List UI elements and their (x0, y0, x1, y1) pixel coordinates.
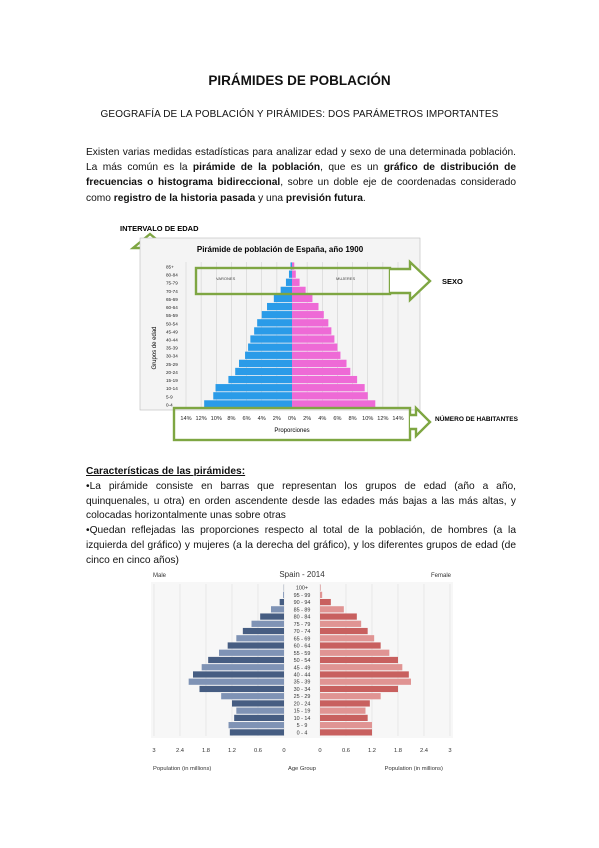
age-label: 30-34 (166, 353, 178, 359)
pyramid-2014-figure (147, 566, 457, 776)
x-tick-label: 4% (318, 416, 327, 422)
bar-varones (213, 392, 292, 399)
age-label: 65 - 69 (293, 636, 311, 643)
bar-male (230, 729, 284, 735)
age-label: 50-54 (166, 321, 178, 327)
age-label: 10 - 14 (293, 715, 311, 722)
x-tick-label: 14% (392, 416, 404, 422)
pyramid-2014-center-label: Age Group (287, 766, 317, 772)
bar-varones (228, 376, 292, 383)
x-tick-label-left: 2.4 (175, 748, 185, 754)
x-tick-label: 0% (287, 416, 297, 422)
annotation-count: NÚMERO DE HABITANTES (435, 416, 518, 423)
age-label: 0-4 (166, 402, 173, 408)
x-tick-label: 14% (180, 416, 192, 422)
bar-male (252, 621, 285, 627)
bar-mujeres (292, 400, 375, 407)
bar-male (228, 642, 284, 648)
age-label: 70 - 74 (293, 629, 311, 636)
age-label: 30 - 34 (293, 686, 311, 693)
intro-text-1: Existen varias medidas estadísticas para analizar edad y sexo de una determinada población. La más común es la (86, 147, 516, 174)
bar-female (320, 664, 402, 670)
age-label: 25-29 (166, 361, 178, 367)
age-label: 85 - 89 (293, 607, 311, 614)
bar-male (234, 715, 284, 721)
age-label: 70-74 (166, 288, 178, 294)
bar-female (320, 650, 389, 656)
pyramid-1900-ylabel: Grupos de edad (152, 326, 158, 370)
bar-varones (248, 344, 292, 351)
age-label: 45 - 49 (293, 665, 311, 672)
count-arrow-shape (410, 408, 430, 436)
age-label: 80-84 (166, 272, 178, 278)
age-label: 25 - 29 (293, 694, 311, 701)
x-tick-label-right: 1.8 (393, 748, 403, 754)
bar-female (320, 671, 409, 677)
bar-varones (274, 295, 292, 302)
bar-varones (204, 400, 292, 407)
age-label: 50 - 54 (293, 658, 311, 665)
age-label: 35 - 39 (293, 679, 311, 686)
age-label: 10-14 (166, 386, 178, 392)
x-tick-label: 6% (333, 416, 342, 422)
bar-male (280, 599, 284, 605)
bar-female (320, 599, 331, 605)
bar-female (320, 621, 361, 627)
age-label: 40 - 44 (293, 672, 311, 679)
bar-mujeres (292, 376, 357, 383)
x-tick-label: 12% (195, 416, 207, 422)
bar-varones (239, 360, 292, 367)
bar-male (229, 722, 284, 728)
bar-male (189, 679, 284, 685)
x-tick-label: 4% (257, 416, 266, 422)
x-tick-label: 8% (348, 416, 357, 422)
annotation-age-interval: INTERVALO DE EDAD (120, 224, 199, 233)
bar-varones (262, 311, 292, 318)
age-label: 15-19 (166, 378, 178, 384)
bar-male (202, 664, 284, 670)
x-tick-label-right: 2.4 (419, 748, 429, 754)
x-tick-label: 10% (362, 416, 374, 422)
bar-mujeres (292, 344, 337, 351)
bar-varones (235, 368, 292, 375)
bar-mujeres (292, 384, 365, 391)
bar-male (236, 708, 284, 714)
x-tick-label-left: 1.2 (227, 748, 237, 754)
age-label: 95 - 99 (293, 592, 311, 599)
bar-female (320, 693, 381, 699)
x-tick-label-left: 3 (152, 748, 156, 754)
x-tick-label-left: 0 (282, 748, 286, 754)
legend-varones: VARONES (216, 276, 236, 281)
intro-bold-1: pirámide de la población (192, 162, 321, 174)
bar-varones (216, 384, 292, 391)
age-label: 100+ (295, 585, 309, 592)
age-label: 5 - 9 (296, 723, 308, 730)
age-label: 85+ (166, 264, 174, 270)
bar-varones (250, 335, 292, 342)
bar-varones (286, 279, 292, 286)
pyramid-1900-title: Pirámide de población de España, año 1900 (196, 245, 364, 254)
bar-varones (245, 352, 292, 359)
bar-male (260, 613, 284, 619)
intro-paragraph (86, 145, 516, 206)
pyramid-2014-age-labels (294, 586, 311, 737)
bar-male (236, 635, 284, 641)
x-tick-label-left: 1.8 (201, 748, 211, 754)
x-tick-label-right: 3 (448, 748, 452, 754)
bar-male (283, 592, 284, 598)
bar-female (320, 729, 372, 735)
pyramid-2014-title: Spain - 2014 (279, 570, 325, 579)
bar-female (320, 679, 411, 685)
bar-male (193, 671, 284, 677)
bar-mujeres (292, 335, 334, 342)
bar-mujeres (292, 319, 328, 326)
age-label: 20-24 (166, 369, 178, 375)
characteristics-heading: Características de las pirámides: (86, 466, 246, 477)
bar-varones (289, 271, 292, 278)
pyramid-1900-figure (110, 218, 518, 442)
x-tick-label: 6% (242, 416, 251, 422)
intro-bold-4: previsión futura (285, 192, 363, 204)
bar-female (320, 613, 357, 619)
bar-varones (267, 303, 292, 310)
age-label: 75 - 79 (293, 621, 311, 628)
bar-mujeres (292, 271, 296, 278)
bar-mujeres (292, 392, 368, 399)
bar-mujeres (292, 327, 331, 334)
x-tick-label: 2% (272, 416, 281, 422)
bar-mujeres (292, 295, 312, 302)
x-tick-label: 12% (377, 416, 389, 422)
age-label: 60 - 64 (293, 643, 311, 650)
bar-mujeres (292, 311, 324, 318)
bar-female (320, 686, 398, 692)
bar-female (320, 635, 374, 641)
bar-female (320, 722, 372, 728)
age-label: 35-39 (166, 345, 178, 351)
bar-female (320, 715, 368, 721)
bar-mujeres (292, 352, 340, 359)
intro-bold-3: registro de la historia pasada (113, 192, 256, 204)
pyramid-1900-xlabel: Proporciones (274, 428, 310, 434)
page-title: PIRÁMIDES DE POBLACIÓN (208, 73, 391, 88)
intro-text-5: . (362, 192, 366, 204)
pyramid-2014-left-axis-label: Population (in millions) (153, 766, 212, 772)
bar-female (320, 628, 368, 634)
bar-male (200, 686, 285, 692)
bar-male (232, 700, 284, 706)
pyramid-1900-x-ticks (180, 416, 403, 422)
age-label: 90 - 94 (293, 600, 311, 607)
age-label: 45-49 (166, 329, 178, 335)
bar-female (320, 700, 370, 706)
characteristics-item-2: •Quedan reflejadas las proporciones respecto al total de la población, de hombres (a la izquierda del gráfico) y mujeres (a la derecha del gráfico), y los diferentes grupos de edad (de cinco en cinco años) (86, 525, 516, 566)
intro-text-2: , que es un (320, 162, 384, 174)
bar-female (320, 708, 366, 714)
bar-female (320, 657, 398, 663)
age-label: 0 - 4 (296, 730, 308, 737)
annotation-sex: SEXO (442, 277, 463, 286)
age-label: 65-69 (166, 296, 178, 302)
age-label: 15 - 19 (293, 708, 311, 715)
bar-male (219, 650, 284, 656)
age-label: 40-44 (166, 337, 178, 343)
bar-female (320, 606, 344, 612)
intro-text-3: , sobre un doble eje de coordenadas considerado como (86, 177, 516, 204)
age-label: 55-59 (166, 313, 178, 319)
bar-mujeres (292, 303, 319, 310)
bar-varones (257, 319, 292, 326)
pyramid-2014-right-axis-label: Population (in millions) (384, 766, 443, 772)
x-tick-label: 2% (303, 416, 312, 422)
age-label: 20 - 24 (293, 701, 311, 708)
age-label: 5-9 (166, 394, 173, 400)
bar-male (271, 606, 284, 612)
bar-varones (254, 327, 292, 334)
characteristics-section (86, 465, 516, 569)
bar-female (320, 592, 322, 598)
bar-female (320, 642, 381, 648)
page-subtitle: GEOGRAFÍA DE LA POBLACIÓN Y PIRÁMIDES: DOS PARÁMETROS IMPORTANTES (100, 109, 499, 120)
bar-mujeres (292, 368, 350, 375)
age-label: 60-64 (166, 305, 178, 311)
x-tick-label-left: 0.6 (253, 748, 263, 754)
pyramid-1900-axis-box (174, 408, 410, 440)
bar-mujeres (292, 279, 300, 286)
intro-text-4: y una (255, 192, 286, 204)
bar-male (243, 628, 284, 634)
age-label: 75-79 (166, 280, 178, 286)
x-tick-label-right: 0.6 (341, 748, 351, 754)
x-tick-label: 8% (227, 416, 236, 422)
legend-male: Male (153, 573, 167, 579)
age-label: 55 - 59 (293, 650, 311, 657)
bar-male (221, 693, 284, 699)
x-tick-label-right: 1.2 (367, 748, 377, 754)
x-tick-label: 10% (210, 416, 222, 422)
legend-mujeres: MUJERES (336, 276, 356, 281)
bar-mujeres (292, 360, 347, 367)
bar-male (208, 657, 284, 663)
intro-bold-2: gráfico de distribución de frecuencias o histograma bidireccional (86, 162, 516, 189)
characteristics-item-1: •La pirámide consiste en barras que representan los grupos de edad (año a año, quinquenales, u otra) en orden ascendente desde las edades más bajas a las más altas, y colocadas horizontalmente unas sobre otras (86, 480, 516, 522)
age-label: 80 - 84 (293, 614, 311, 621)
legend-female: Female (430, 573, 451, 579)
x-tick-label-right: 0 (318, 748, 322, 754)
